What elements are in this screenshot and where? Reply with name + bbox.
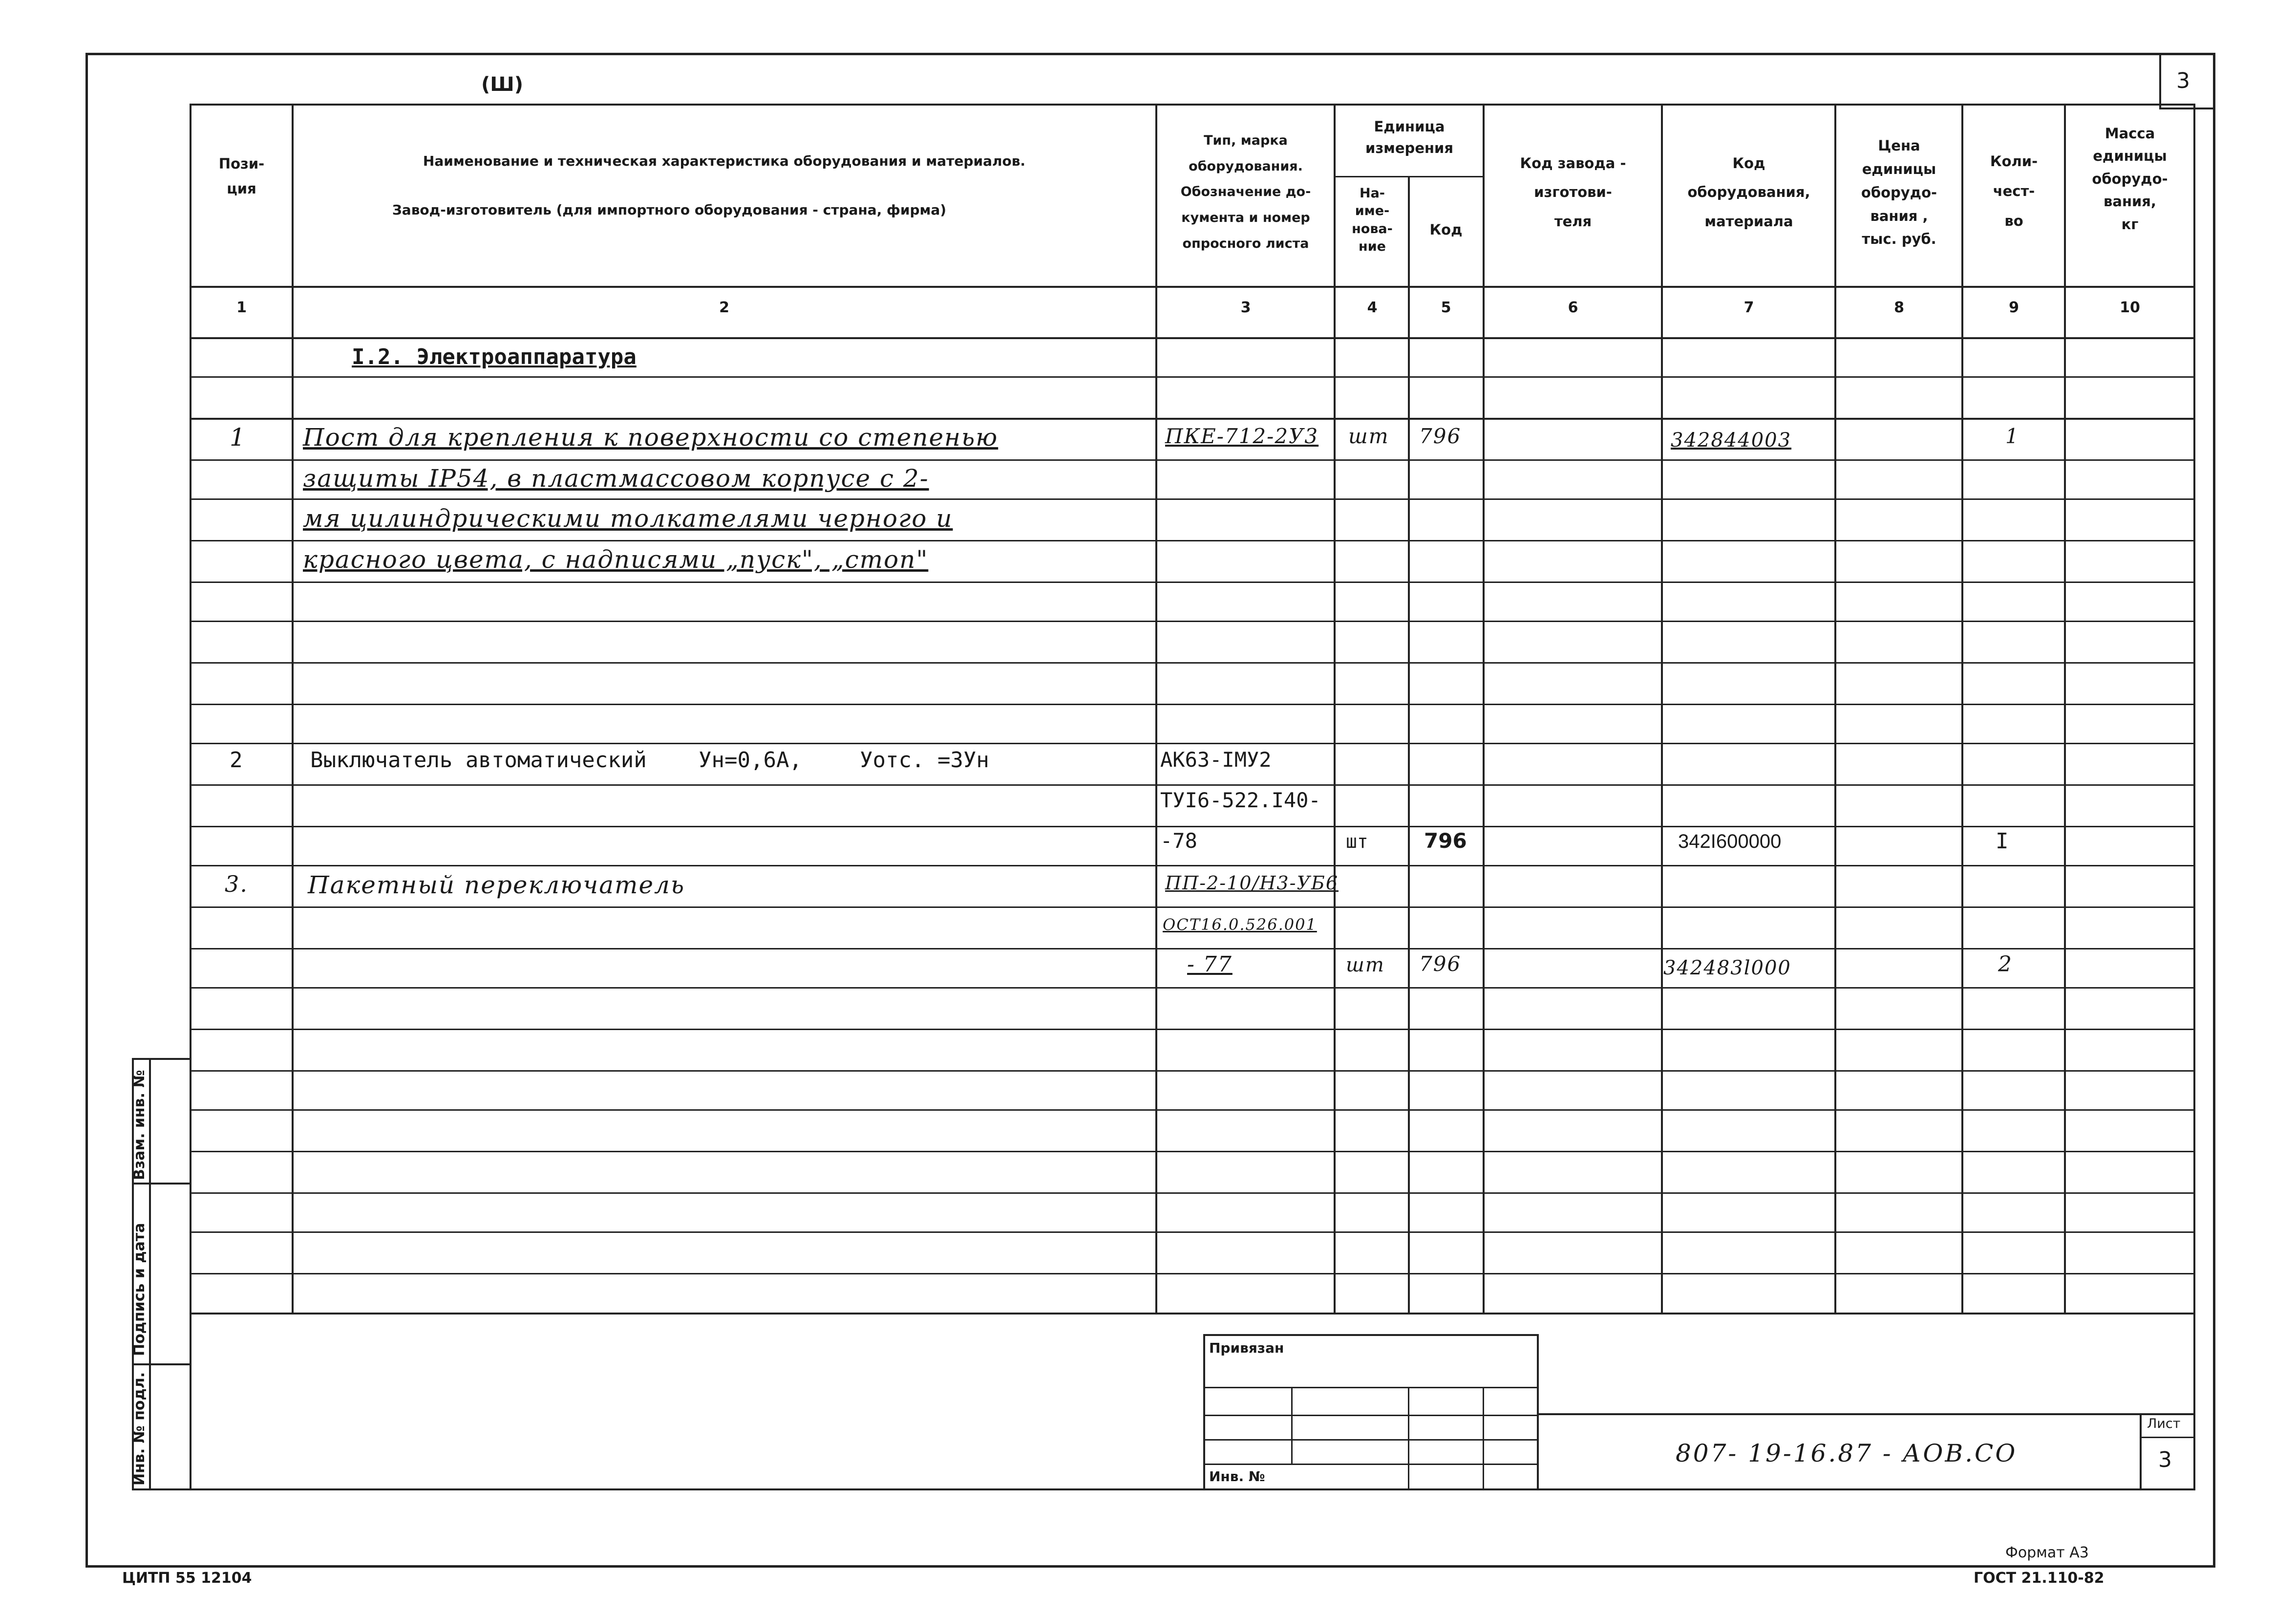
item3-type-line3: - 77 [1187,952,1233,977]
item2-spec-trip: Уотс. =3Ун [860,748,989,773]
table-right [2193,104,2195,1490]
item1-quantity: 1 [2005,424,2020,448]
row-line [190,1070,2195,1072]
stamp-inv-no: Инв. № [1209,1468,1265,1485]
row-line [190,418,2195,420]
stamp-privyazan: Привязан [1209,1340,1284,1356]
row-line [190,582,2195,583]
corner-page-number: 3 [2176,68,2190,93]
item2-equipment-code: 342I600000 [1678,831,1782,852]
outer-frame-left [85,53,88,1568]
item2-type-line3: -78 [1160,829,1197,853]
stamp-sheet-number: 3 [2158,1447,2172,1472]
side-stamp-mid [149,1058,151,1490]
stamp-col [1408,1387,1409,1489]
row-line [190,1151,2195,1152]
header-factory-code: Код завода - изготови- теля [1520,155,1626,230]
side-stamp-sep2 [132,1363,191,1365]
row-line [190,1192,2195,1194]
item3-unit-code: 796 [1419,952,1462,976]
stamp-row [1203,1464,1538,1465]
header-quantity: Коли- чест- во [1990,153,2038,229]
footer-format: Формат А3 [2005,1544,2089,1561]
row-line [190,459,2195,461]
col-line-2 [1155,104,1157,1314]
corner-tab-line-h [2159,108,2214,109]
item2-quantity: I [1996,829,2009,854]
col-line-6 [1661,104,1663,1314]
row-line [190,784,2195,786]
row-line [190,540,2195,541]
stamp-left [1203,1334,1205,1489]
item1-equipment-code: 342844003 [1671,429,1792,452]
item1-line1: Пост для крепления к поверхности со степенью [303,423,999,452]
item1-unit-code: 796 [1419,424,1462,448]
item1-type: ПКЕ-712-2У3 [1165,424,1319,448]
outer-frame-right [2213,53,2215,1568]
units-split-line [1334,176,1483,177]
item1-unit: шт [1348,424,1389,448]
row-line [190,865,2195,866]
row-line [190,987,2195,989]
item3-unit: шт [1346,954,1385,976]
table-top [190,104,2195,106]
header-equipment-code: Код оборудования, материала [1687,155,1810,230]
col-line-7 [1834,104,1836,1314]
col-number-5: 5 [1441,299,1451,316]
col-number-8: 8 [1894,299,1904,316]
row-line [190,1273,2195,1274]
header-price: Цена единицы оборудо- вания , тыс. руб. [1861,137,1937,248]
header-unit-code: Код [1429,221,1463,238]
stamp-title-top [1537,1413,2194,1415]
col-number-6: 6 [1568,299,1578,316]
section-title: I.2. Электроаппаратура [352,345,637,369]
outer-frame-bottom [85,1565,2215,1568]
item3-name: Пакетный переключатель [308,871,685,899]
row-line [190,906,2195,908]
footer-citp: ЦИТП 55 12104 [122,1570,252,1587]
stamp-col [1291,1387,1293,1464]
item2-spec-rated: Ун=0,6А, [699,748,802,773]
header-position: Пози- ция [218,155,265,197]
col-line-3 [1334,104,1336,1314]
row-line [190,1109,2195,1111]
row-line [190,662,2195,664]
header-bottom-line [190,286,2195,288]
row-line [190,743,2195,744]
header-name-line1: Наименование и техническая характеристика оборудования и материалов. [423,153,1026,169]
side-stamp-signature-date: Подпись и дата [131,1223,148,1356]
table-bottom [132,1488,2195,1490]
corner-tab-line [2159,55,2161,108]
header-type: Тип, марка оборудования. Обозначение до- кумента и номер опросного листа [1180,133,1311,251]
col-number-7: 7 [1743,299,1754,316]
stamp-right-box [1537,1334,1539,1489]
row-line [190,621,2195,622]
item1-position: 1 [230,423,246,452]
col-number-2: 2 [719,299,729,316]
item1-line3: мя цилиндрическими толкателями черного и [303,504,953,533]
item2-name: Выключатель автоматический [310,748,647,773]
footer-gost: ГОСТ 21.110-82 [1974,1570,2105,1587]
item3-position: 3. [225,871,248,897]
side-stamp-sep1 [132,1183,191,1185]
side-stamp-inv-original: Инв. № подл. [131,1372,148,1486]
stamp-row [1203,1415,1538,1416]
numbering-row-bottom [190,337,2195,339]
outer-frame-top [85,53,2215,55]
col-line-9 [2064,104,2066,1314]
header-mass: Масса единицы оборудо- вания, кг [2092,125,2168,233]
row-line [190,826,2195,827]
row-line [190,948,2195,949]
item3-type-line2: ОСТ16.0.526.001 [1163,915,1317,934]
row-line [190,498,2195,500]
row-line [190,1231,2195,1233]
row-line [190,376,2195,378]
item2-type-line2: ТУI6-522.I40- [1160,788,1321,812]
col-line-1 [292,104,294,1314]
col-number-10: 10 [2120,299,2140,316]
stamp-sheet-label: Лист [2147,1416,2181,1431]
stamp-col [1483,1387,1484,1489]
stamp-top [1203,1334,1538,1336]
col-number-1: 1 [236,299,247,316]
item3-equipment-code: 342483l000 [1663,957,1791,979]
sheet-mark: (Ш) [481,73,523,96]
col-line-4 [1408,176,1410,1314]
header-name-line2: Завод-изготовитель (для импортного оборудования - страна, фирма) [392,202,947,218]
item3-quantity: 2 [1998,952,2013,977]
row-line [190,1029,2195,1030]
stamp-document-code: 807- 19-16.87 - АОВ.СО [1676,1439,2018,1467]
item1-line4: красного цвета, с надписями „пуск", „стоп" [303,545,929,574]
stamp-row [1203,1439,1538,1441]
stamp-sheet-col [2140,1413,2142,1489]
side-stamp-replace-inv: Взам. инв. № [131,1070,148,1180]
col-number-3: 3 [1240,299,1251,316]
header-unit-name: На- име- нова- ние [1352,186,1393,255]
item2-unit: шт [1346,831,1368,852]
item3-type-line1: ПП-2-10/Н3-УБ6 [1165,872,1339,894]
col-line-5 [1483,104,1485,1314]
col-number-4: 4 [1367,299,1378,316]
row-line [190,704,2195,705]
item1-line2: защиты IP54, в пластмассовом корпусе с 2- [303,464,929,493]
stamp-sheet-sep [2140,1437,2194,1438]
item2-unit-code: 796 [1424,829,1467,853]
side-stamp-top [132,1058,191,1060]
item2-position: 2 [230,748,243,773]
rows-end-line [190,1313,2195,1314]
item2-type-line1: АК63-IМУ2 [1160,748,1272,772]
col-number-9: 9 [2009,299,2019,316]
stamp-row [1203,1387,1538,1388]
header-unit-group: Единица измерения [1365,118,1453,156]
col-line-8 [1961,104,1963,1314]
